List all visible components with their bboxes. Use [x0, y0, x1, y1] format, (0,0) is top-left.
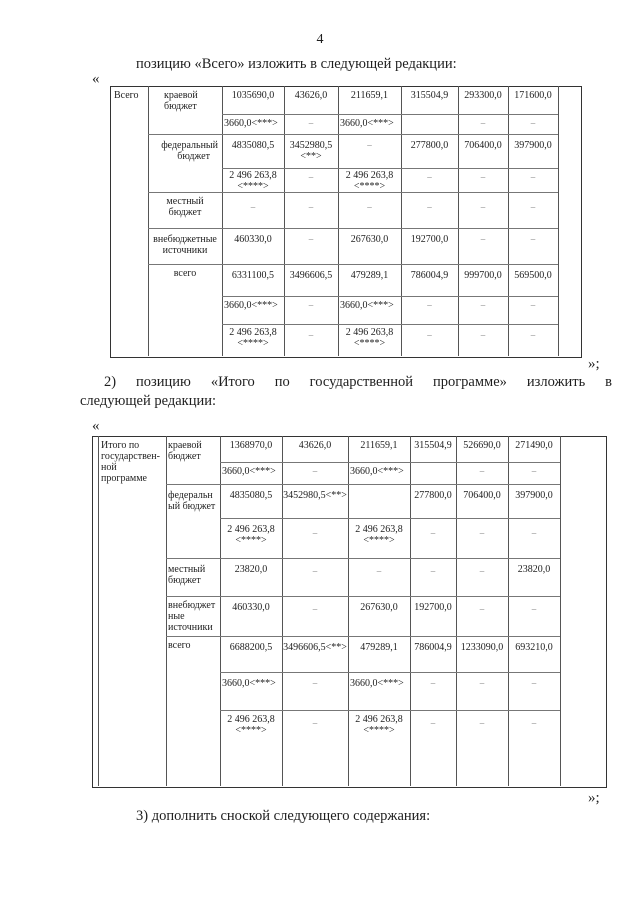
dash-cell: –: [531, 678, 537, 688]
table-cell: 2 496 263,8 <****>: [229, 170, 277, 192]
dash-cell: –: [308, 202, 314, 212]
dash-cell: –: [531, 466, 537, 476]
dash-cell: –: [530, 330, 536, 340]
table-2-rule: [220, 672, 560, 673]
dash-cell: –: [312, 678, 318, 688]
row-name-local: бюджет: [168, 207, 202, 218]
table-cell: 479289,1: [360, 642, 398, 653]
table-cell: 3660,0<***>: [224, 300, 278, 311]
dash-cell: –: [430, 566, 436, 576]
dash-cell: –: [479, 718, 485, 728]
table-cell: 706400,0: [463, 490, 501, 501]
row-name-extrabudget: внебюджет: [168, 600, 216, 611]
dash-cell: –: [312, 466, 318, 476]
table-2-rule: [220, 518, 560, 519]
dash-cell: –: [531, 718, 537, 728]
table-2-rule: [166, 596, 560, 597]
dash-cell: –: [430, 718, 436, 728]
dash-cell: –: [531, 604, 537, 614]
table-1-rule: [222, 168, 558, 169]
row-name-local: местный: [168, 564, 206, 575]
table-1-rule: [222, 296, 558, 297]
table-1-rule: [148, 264, 558, 265]
table-cell: 3496606,5: [289, 270, 333, 281]
row-name-extrabudget: внебюджетные: [153, 234, 217, 245]
table-cell: 23820,0: [517, 564, 551, 575]
row-name-regional: бюджет: [164, 101, 197, 112]
table-cell: 267630,0: [350, 234, 389, 245]
table-cell: 23820,0: [234, 564, 268, 575]
dash-cell: –: [312, 566, 318, 576]
dash-cell: –: [308, 300, 314, 310]
instruction-line-3: 3) дополнить сноской следующего содержания:: [136, 808, 431, 824]
table-1-rule: [148, 228, 558, 229]
dash-cell: –: [308, 172, 314, 182]
table-2-label: государствен-: [101, 451, 160, 462]
table-cell: 293300,0: [464, 90, 502, 101]
row-name-total: всего: [168, 640, 191, 651]
table-cell: 3660,0<***>: [350, 466, 404, 477]
row-name-federal: федеральный: [161, 140, 218, 151]
dash-cell: –: [530, 234, 536, 244]
row-name-regional: бюджет: [168, 451, 201, 462]
dash-cell: –: [480, 118, 486, 128]
table-cell: 2 496 263,8 <****>: [227, 714, 275, 736]
table-cell: 211659,1: [350, 90, 389, 101]
table-cell: 3660,0<***>: [340, 300, 394, 311]
table-2-label: программе: [101, 473, 147, 484]
table-1-divider: [148, 86, 149, 356]
table-cell: 211659,1: [360, 440, 398, 451]
dash-cell: –: [312, 604, 318, 614]
table-1-divider: [338, 86, 339, 356]
open-quote-2: «: [92, 418, 100, 434]
dash-cell: –: [479, 604, 485, 614]
row-name-regional: краевой: [168, 440, 202, 451]
table-cell: 2 496 263,8 <****>: [355, 714, 403, 736]
dash-cell: –: [308, 330, 314, 340]
table-1-rule: [222, 324, 558, 325]
table-cell: 6331100,5: [231, 270, 275, 281]
table-1-rule: [222, 114, 558, 115]
dash-cell: –: [430, 678, 436, 688]
dash-cell: –: [480, 202, 486, 212]
table-2-label: ной: [101, 462, 117, 473]
table-cell: 2 496 263,8 <****>: [229, 327, 277, 349]
table-2-divider: [560, 436, 561, 786]
instruction-line-2a: 2) позицию «Итого по государственной программе» изложить в: [104, 374, 612, 390]
table-2-divider: [98, 436, 99, 786]
table-cell: 706400,0: [464, 140, 502, 151]
row-name-total: всего: [173, 268, 197, 279]
table-1-divider: [222, 86, 223, 356]
table-cell: 460330,0: [234, 234, 272, 245]
table-cell: 479289,1: [350, 270, 389, 281]
table-cell: 569500,0: [514, 270, 552, 281]
dash-cell: –: [479, 466, 485, 476]
table-cell: 2 496 263,8 <****>: [345, 327, 394, 349]
table-2-rule: [220, 462, 560, 463]
table-cell: 3496606,5<**>: [283, 642, 347, 653]
row-name-local: местный: [166, 196, 204, 207]
dash-cell: –: [427, 300, 432, 310]
table-cell: 6688200,5: [229, 642, 273, 653]
row-name-regional: краевой: [164, 90, 198, 101]
table-cell: 3452980,5 <**>: [289, 140, 333, 162]
table-2-rule: [166, 484, 560, 485]
table-cell: 786004,9: [414, 642, 452, 653]
row-name-federal: ый бюджет: [168, 501, 216, 512]
dash-cell: –: [530, 172, 536, 182]
table-cell: 3660,0<***>: [222, 678, 276, 689]
table-cell: 786004,9: [410, 270, 449, 281]
table-cell: 693210,0: [515, 642, 553, 653]
close-quote-2: »;: [588, 790, 600, 806]
table-2-rule: [220, 710, 560, 711]
table-cell: 3660,0<***>: [340, 118, 394, 129]
table-1-rule: [148, 134, 558, 135]
row-name-federal: бюджет: [177, 151, 210, 162]
table-1-label: Всего: [114, 90, 139, 101]
table-cell: 1035690,0: [231, 90, 275, 101]
table-cell: 3660,0<***>: [222, 466, 276, 477]
table-cell: 315504,9: [414, 440, 452, 451]
table-1-rule: [148, 192, 558, 193]
dash-cell: –: [479, 678, 485, 688]
table-cell: 43626,0: [294, 90, 328, 101]
table-cell: 4835080,5: [229, 490, 273, 501]
table-cell: 271490,0: [515, 440, 553, 451]
table-cell: 171600,0: [514, 90, 552, 101]
table-1-divider: [558, 86, 559, 356]
dash-cell: –: [480, 300, 486, 310]
table-cell: 277800,0: [410, 140, 449, 151]
instruction-line-1: позицию «Всего» изложить в следующей редакции:: [136, 56, 457, 72]
dash-cell: –: [479, 566, 485, 576]
dash-cell: –: [531, 528, 537, 538]
dash-cell: –: [480, 172, 486, 182]
table-cell: 2 496 263,8 <****>: [345, 170, 394, 192]
table-cell: 526690,0: [463, 440, 501, 451]
table-cell: 277800,0: [414, 490, 452, 501]
dash-cell: –: [308, 234, 314, 244]
table-cell: 3452980,5<**>: [283, 490, 347, 501]
dash-cell: –: [367, 140, 372, 150]
dash-cell: –: [312, 528, 318, 538]
table-cell: 3660,0<***>: [350, 678, 404, 689]
dash-cell: –: [427, 172, 432, 182]
dash-cell: –: [308, 118, 314, 128]
table-cell: 2 496 263,8 <****>: [227, 524, 275, 546]
dash-cell: –: [480, 234, 486, 244]
row-name-extrabudget: источники: [168, 622, 213, 633]
page-number: 4: [316, 32, 324, 47]
row-name-federal: федеральн: [168, 490, 213, 501]
instruction-line-2b: следующей редакции:: [80, 393, 217, 409]
dash-cell: –: [480, 330, 486, 340]
dash-cell: –: [250, 202, 256, 212]
table-2-label: Итого по: [101, 440, 140, 451]
dash-cell: –: [479, 528, 485, 538]
dash-cell: –: [427, 330, 432, 340]
table-cell: 43626,0: [298, 440, 332, 451]
open-quote-1: «: [92, 71, 100, 87]
dash-cell: –: [530, 202, 536, 212]
close-quote-1: »;: [588, 356, 600, 372]
table-2-divider: [166, 436, 167, 786]
table-2-rule: [166, 636, 560, 637]
dash-cell: –: [376, 566, 382, 576]
dash-cell: –: [367, 202, 372, 212]
table-cell: 315504,9: [410, 90, 449, 101]
table-cell: 4835080,5: [231, 140, 275, 151]
table-cell: 192700,0: [414, 602, 452, 613]
dash-cell: –: [427, 202, 432, 212]
table-cell: 460330,0: [232, 602, 270, 613]
dash-cell: –: [530, 300, 536, 310]
dash-cell: –: [430, 528, 436, 538]
row-name-extrabudget: ные: [168, 611, 185, 622]
table-1-divider: [401, 86, 402, 356]
table-cell: 1368970,0: [229, 440, 273, 451]
table-cell: 999700,0: [464, 270, 502, 281]
row-name-local: бюджет: [168, 575, 201, 586]
table-cell: 2 496 263,8 <****>: [355, 524, 403, 546]
table-cell: 192700,0: [410, 234, 449, 245]
table-cell: 267630,0: [360, 602, 398, 613]
table-cell: 397900,0: [515, 490, 553, 501]
table-cell: 397900,0: [514, 140, 552, 151]
table-cell: 1233090,0: [460, 642, 504, 653]
dash-cell: –: [312, 718, 318, 728]
dash-cell: –: [530, 118, 536, 128]
table-cell: 3660,0<***>: [224, 118, 278, 129]
row-name-extrabudget: источники: [162, 245, 208, 256]
table-2-rule: [166, 558, 560, 559]
